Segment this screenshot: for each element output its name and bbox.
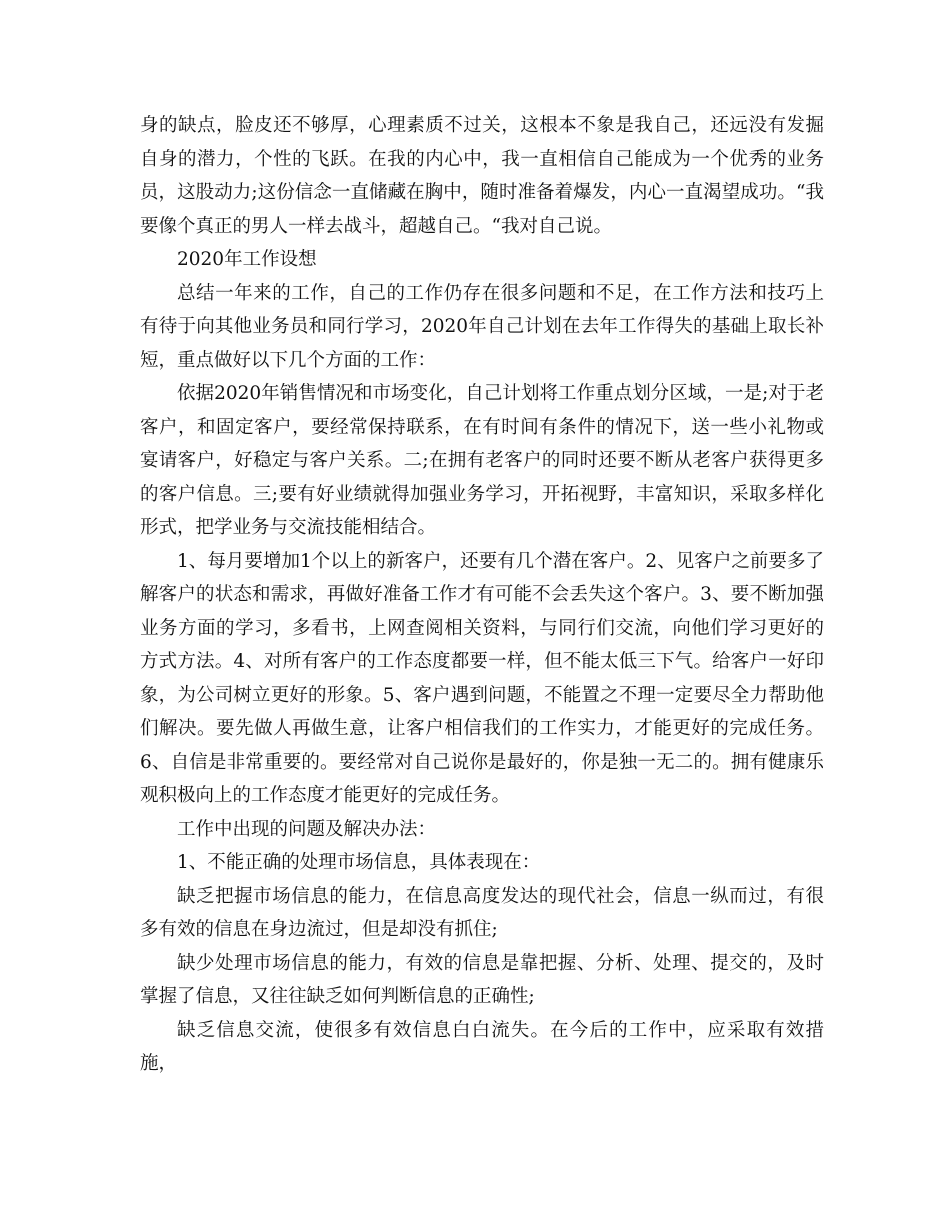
paragraph-continuation: 身的缺点，脸皮还不够厚，心理素质不过关，这根本不象是我自己，还远没有发掘自身的潜力，个性的飞跃。在我的内心中，我一直相信自己能成为一个优秀的业务员，这股动力;这份信念一直储藏在胸中，随时准备着爆发，内心一直渴望成功。“我要像个真正的男人一样去战斗，超越自己。“我对自己说。 — [140, 115, 824, 237]
document-body — [140, 109, 824, 1081]
paragraph-lack-of-grasp: 缺乏把握市场信息的能力，在信息高度发达的现代社会，信息一纵而过，有很多有效的信息在身边流过，但是却没有抓住; — [140, 885, 824, 940]
section-heading-problems: 工作中出现的问题及解决办法： — [177, 818, 437, 840]
paragraph-summary: 总结一年来的工作，自己的工作仍存在很多问题和不足，在工作方法和技巧上有待于向其他业务员和同行学习，2020年自己计划在去年工作得失的基础上取长补短，重点做好以下几个方面的工作： — [140, 282, 824, 371]
paragraph-lack-of-exchange: 缺乏信息交流，使很多有效信息白白流失。在今后的工作中，应采取有效措施， — [140, 1019, 824, 1074]
section-heading-2020-plan: 2020年工作设想 — [177, 249, 317, 270]
paragraph-lack-of-processing: 缺少处理市场信息的能力，有效的信息是靠把握、分析、处理、提交的，及时掌握了信息，又往往缺乏如何判断信息的正确性; — [140, 952, 824, 1007]
paragraph-numbered-goals: 1、每月要增加1个以上的新客户，还要有几个潜在客户。2、见客户之前要多了解客户的状态和需求，再做好准备工作才有可能不会丢失这个客户。3、要不断加强业务方面的学习，多看书，上网查阅相关资料，与同行们交流，向他们学习更好的方式方法。4、对所有客户的工作态度都要一样，但不能太低三下气。给客户一好印象，为公司树立更好的形象。5、客户遇到问题，不能置之不理一定要尽全力帮助他们解决。要先做人再做生意，让客户相信我们的工作实力，才能更好的完成任务。6、自信是非常重要的。要经常对自己说你是最好的，你是独一无二的。拥有健康乐观积极向上的工作态度才能更好的完成任务。 — [140, 550, 824, 806]
list-item-market-info: 1、不能正确的处理市场信息，具体表现在： — [177, 852, 541, 873]
paragraph-regional-plan: 依据2020年销售情况和市场变化，自己计划将工作重点划分区域，一是;对于老客户，和固定客户，要经常保持联系，在有时间有条件的情况下，送一些小礼物或宴请客户，好稳定与客户关系。二;在拥有老客户的同时还要不断从老客户获得更多的客户信息。三;要有好业绩就得加强业务学习，开拓视野，丰富知识，采取多样化形式，把学业务与交流技能相结合。 — [140, 383, 824, 538]
